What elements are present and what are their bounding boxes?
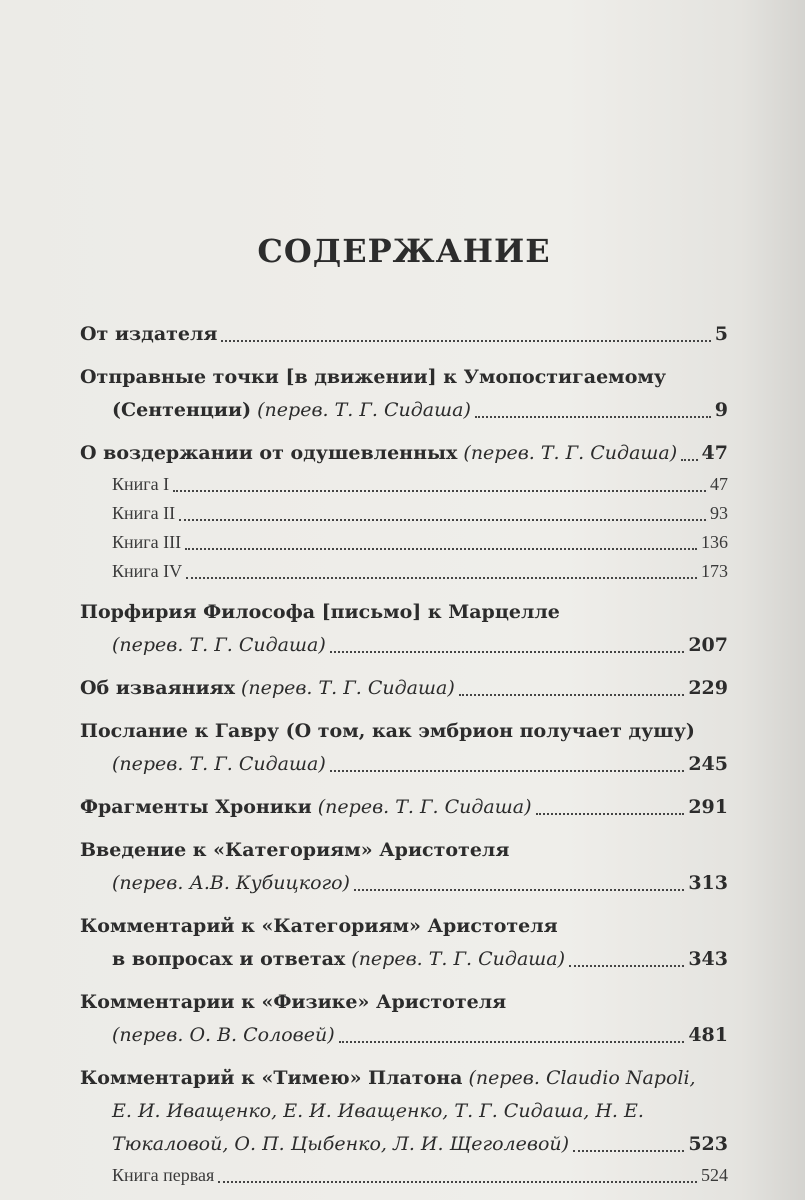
toc-entry-text [80,318,217,351]
toc-entry-text [112,867,350,900]
entry-title: Отправные точки [в движении] к Умопостигаемому [80,366,667,388]
toc-entry-text [112,943,565,976]
toc-entry-line [80,318,728,351]
page-number: 343 [688,948,728,970]
toc-entry-line [80,748,728,781]
dot-leader [475,416,711,418]
toc-entry-text [112,1095,644,1128]
dot-leader [330,651,685,653]
dot-leader [536,813,685,815]
page-number: 481 [688,1024,728,1046]
translator-credit: (перев. О. В. Соловей) [112,1024,335,1046]
translator-credit: (перев. А.В. Кубицкого) [112,872,350,894]
translator-credit: (перев. Т. Г. Сидаша) [257,399,471,421]
toc-entry-line [80,910,728,943]
entry-title: Порфирия Философа [письмо] к Марцелле [80,601,560,623]
entry-title: Комментарий к «Тимею» Платона [80,1067,463,1089]
translator-credit: (перев. Т. Г. Сидаша) [351,948,566,970]
translator-credit: (перев. Т. Г. Сидаша) [241,677,455,699]
dot-leader [459,694,685,696]
toc-subentry [80,528,728,557]
page-number: 245 [688,753,728,775]
toc-entry-line [80,791,728,824]
toc-entry [80,715,728,781]
toc-subentry [80,1161,728,1190]
page-number: 136 [701,532,728,552]
toc-entry-line [80,672,728,705]
page-number: 207 [688,634,728,656]
entry-title: О воздержании от одушевленных [80,442,458,464]
toc-entry-text [112,748,326,781]
translator-credit: (перев. Т. Г. Сидаша) [463,442,678,464]
toc-entry-line [80,943,728,976]
page-number: 9 [714,399,728,421]
toc-entry-line [80,629,728,662]
toc-entry-line [80,715,728,748]
dot-leader [185,548,697,550]
toc-entry-text [112,394,471,427]
dot-leader [569,965,684,967]
toc-entry-line [80,834,728,867]
toc-entry-line [80,1095,728,1128]
toc-entry-line [80,361,728,394]
toc-entry [80,986,728,1052]
toc-entry-line [80,596,728,629]
translator-credit: (перев. Т. Г. Сидаша) [112,634,326,656]
page-number: 93 [710,503,728,523]
toc-entry-line [80,394,728,427]
toc-subentry [80,557,728,586]
page-number: 524 [701,1165,728,1185]
entry-title: Комментарии к «Физике» Аристотеля [80,991,507,1013]
toc-entry [80,596,728,662]
translator-credit: (перев. Т. Г. Сидаша) [112,753,326,775]
toc-entry-line [80,867,728,900]
page-number: 291 [688,796,728,818]
toc-entry [80,1062,728,1190]
entry-title: От издателя [80,323,218,345]
toc-entry [80,910,728,976]
toc-entry-text [80,361,666,394]
toc-entry [80,318,728,351]
toc-entry-text [80,715,695,748]
entry-title: Введение к «Категориям» Аристотеля [80,839,510,861]
dot-leader [330,770,685,772]
toc-entry-text [80,437,677,470]
page-number: 47 [710,474,728,494]
dot-leader [173,490,706,492]
page-title: СОДЕРЖАНИЕ [257,232,551,270]
subentry-label: Книга I [112,474,170,494]
toc-subentry [80,499,728,528]
toc-entry-text [112,1128,569,1161]
toc-entry-text [112,629,326,662]
toc-entry [80,437,728,586]
toc-entry-text [112,1019,335,1052]
entry-title: Комментарий к «Категориям» Аристотеля [80,915,558,937]
translator-credit: Тюкаловой, О. П. Цыбенко, Л. И. Щеголевой) [112,1133,570,1155]
page-number: 5 [714,323,728,345]
entry-title: (Сентенции) [112,399,252,421]
dot-leader [221,340,710,342]
toc-entry-text [80,834,509,867]
translator-credit: Е. И. Иващенко, Е. И. Иващенко, Т. Г. Сидаша, Н. Е. [112,1100,644,1122]
page-number: 229 [688,677,728,699]
toc-entry-line [80,1019,728,1052]
page-number: 47 [701,442,728,464]
toc-entry [80,834,728,900]
dot-leader [218,1181,697,1183]
toc-subentry [80,470,728,499]
subentry-label: Книга II [112,503,176,523]
toc-entry-text [80,791,532,824]
entry-title: Фрагменты Хроники [80,796,312,818]
dot-leader [354,889,684,891]
table-of-contents [80,318,728,1200]
toc-entry-line [80,986,728,1019]
subentry-label: Книга III [112,532,182,552]
toc-entry [80,361,728,427]
toc-entry-text [80,986,506,1019]
page-number: 313 [688,872,728,894]
dot-leader [179,519,706,521]
toc-page [80,0,728,1192]
subentry-label: Книга IV [112,561,183,581]
subentry-label: Книга первая [112,1165,215,1185]
dot-leader [681,459,697,461]
toc-entry-text [80,672,455,705]
toc-entry-text [80,1062,696,1095]
translator-credit: (перев. Claudio Napoli, [468,1067,696,1089]
page-number: 523 [688,1133,728,1155]
dot-leader [573,1150,684,1152]
entry-title: Об изваяниях [80,677,235,699]
translator-credit: (перев. Т. Г. Сидаша) [317,796,532,818]
toc-entry-line [80,437,728,470]
dot-leader [186,577,697,579]
toc-entry [80,672,728,705]
toc-entry-line [80,1062,728,1095]
toc-entry-text [80,596,560,629]
toc-entry-text [80,910,558,943]
entry-title: в вопросах и ответах [112,948,346,970]
toc-entry-line [80,1128,728,1161]
toc-entry [80,791,728,824]
dot-leader [339,1041,685,1043]
entry-title: Послание к Гавру (О том, как эмбрион получает душу) [80,720,695,742]
page-number: 173 [701,561,728,581]
